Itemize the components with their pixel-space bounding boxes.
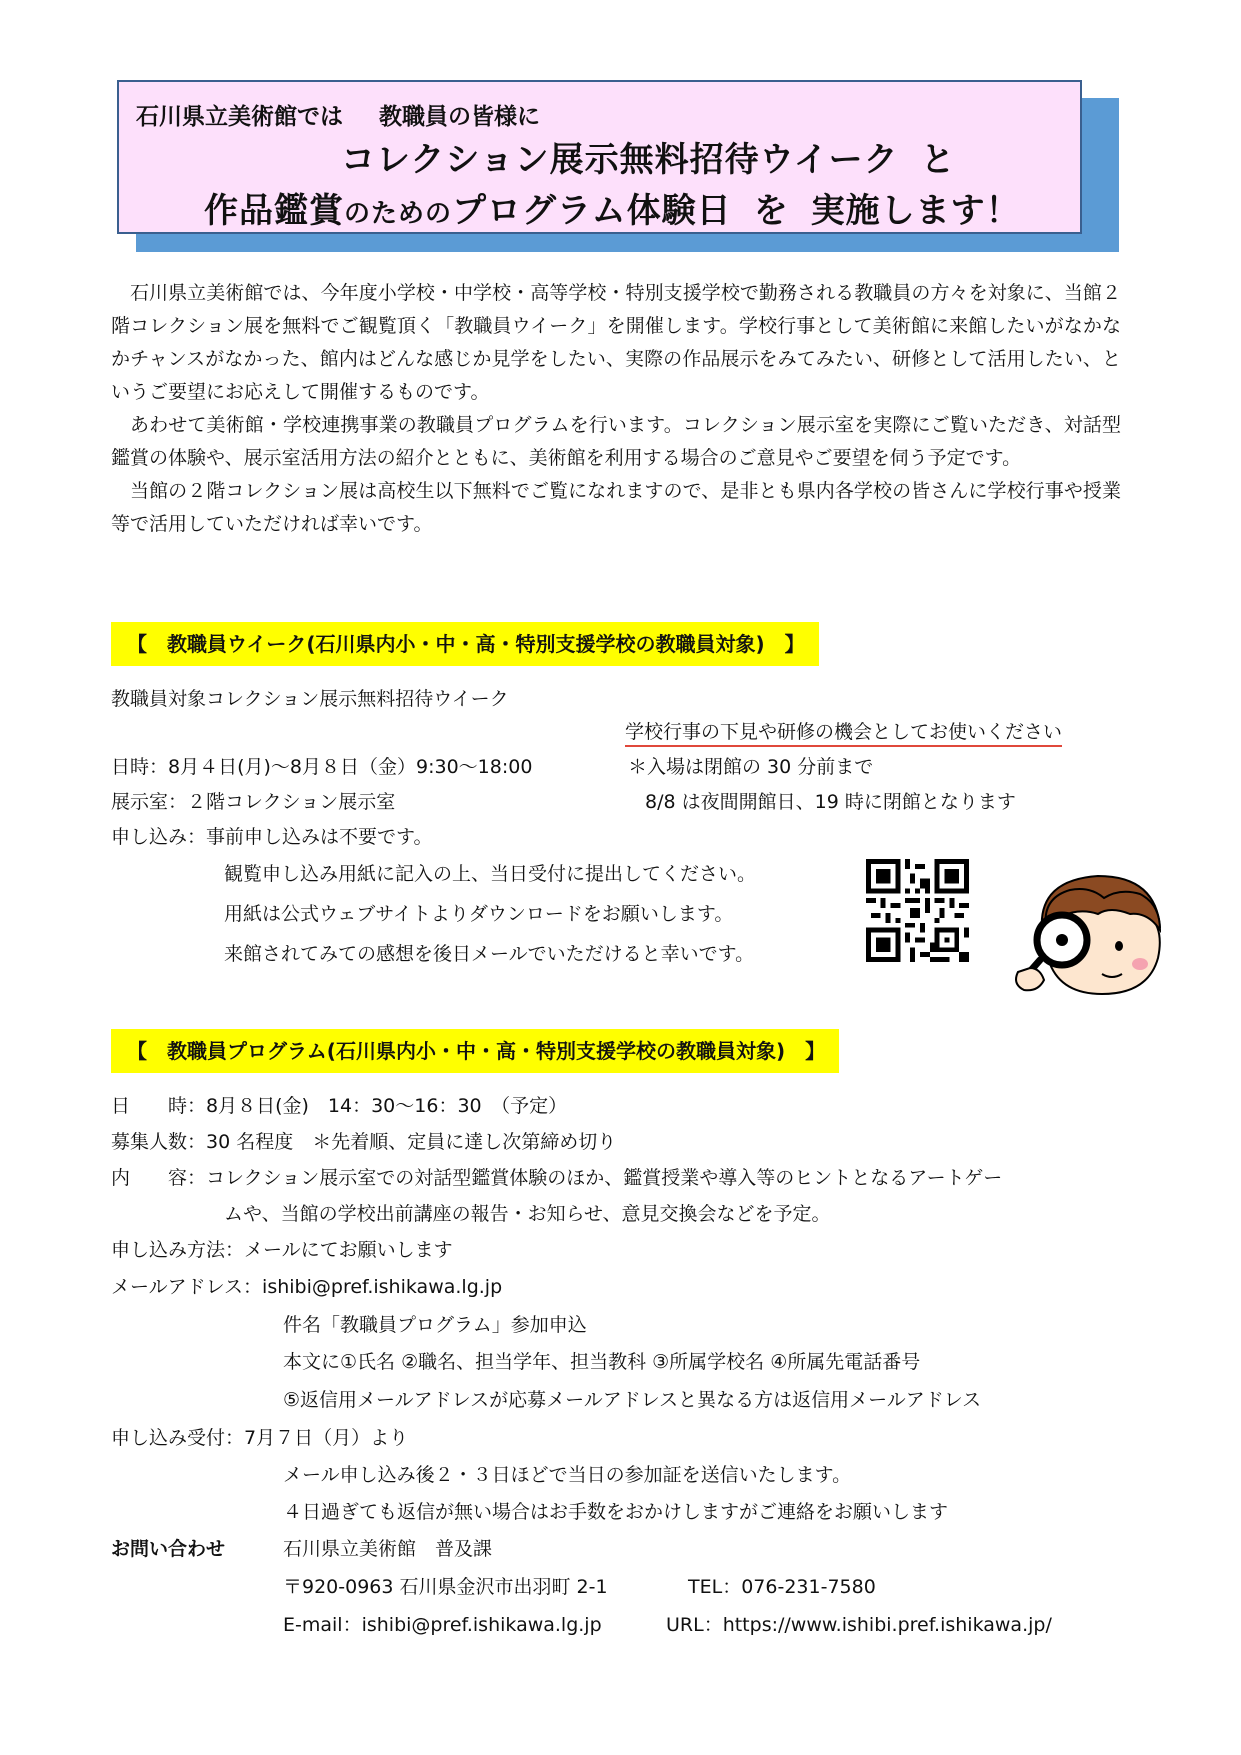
program-heading: 【 教職員プログラム(石川県内小・中・高・特別支援学校の教職員対象) 】 (111, 1029, 839, 1073)
week-room-note: 8/8 は夜間開館日、19 時に閉館となります (645, 791, 1016, 813)
magnifying-glass-character-icon (1010, 868, 1168, 1002)
contact-org: 石川県立美術館 普及課 (283, 1538, 493, 1560)
program-content: 内 容：コレクション展示室での対話型鑑賞体験のほか、鑑賞授業や導入等のヒントとなるアートゲー (111, 1167, 1003, 1189)
program-date: 日 時：8月８日(金) 14：30～16：30 （予定） (111, 1095, 568, 1117)
program-reception: 申し込み受付：7月７日（月）より (111, 1427, 409, 1449)
week-date-note: ＊入場は閉館の 30 分前まで (628, 756, 874, 778)
week-apply: 申し込み：事前申し込みは不要です。 (111, 826, 433, 848)
week-note-text: 学校行事の下見や研修の機会としてお使いください (625, 721, 1062, 747)
week-note (625, 717, 1062, 744)
contact-address: 〒920-0963 石川県金沢市出羽町 2-1 (283, 1576, 608, 1598)
qr-code-icon[interactable] (866, 859, 969, 962)
banner-text: と (920, 140, 956, 180)
banner-text: を (753, 191, 789, 231)
contact-email[interactable]: E-mail：ishibi@pref.ishikawa.lg.jp (283, 1614, 602, 1636)
contact-tel: TEL：076-231-7580 (688, 1576, 876, 1598)
week-heading: 【 教職員ウイーク(石川県内小・中・高・特別支援学校の教職員対象) 】 (111, 622, 819, 666)
banner-text: 実施します！ (810, 191, 1021, 231)
contact-label: お問い合わせ (111, 1538, 226, 1560)
week-apply-2: 観覧申し込み用紙に記入の上、当日受付に提出してください。 (224, 863, 757, 885)
banner-text: のための (344, 199, 453, 229)
program-capacity: 募集人数：30 名程度 ＊先着順、定員に達し次第締め切り (111, 1131, 617, 1153)
banner-text: 教職員の皆様に (379, 104, 540, 130)
program-subject: 件名「教職員プログラム」参加申込 (283, 1314, 587, 1336)
program-reception-3: ４日過ぎても返信が無い場合はお手数をおかけしますがご連絡をお願いします (283, 1501, 949, 1523)
week-room: 展示室：２階コレクション展示室 (111, 791, 396, 813)
intro-paragraph: 当館の２階コレクション展は高校生以下無料でご覧になれますので、是非とも県内各学校の皆さんに学校行事や授業等で活用していただければ幸いです。 (111, 480, 1121, 535)
program-content-2: ムや、当館の学校出前講座の報告・お知らせ、意見交換会などを予定。 (224, 1203, 831, 1225)
program-method: 申し込み方法：メールにてお願いします (111, 1239, 453, 1261)
banner-line-2 (341, 132, 956, 181)
banner-text: コレクション展示無料招待ウイーク (341, 140, 899, 180)
week-apply-4: 来館されてみての感想を後日メールでいただけると幸いです。 (224, 943, 755, 965)
program-reception-2: メール申し込み後２・３日ほどで当日の参加証を送信いたします。 (283, 1464, 852, 1486)
intro-paragraph: あわせて美術館・学校連携事業の教職員プログラムを行います。コレクション展示室を実際にご覧いただき、対話型鑑賞の体験や、展示室活用方法の紹介とともに、美術館を利用する場合のご意見やご要望を伺う予定です。 (111, 414, 1121, 469)
week-subtitle: 教職員対象コレクション展示無料招待ウイーク (111, 688, 509, 710)
header-banner (117, 80, 1082, 234)
week-date: 日時：8月４日(月)～8月８日（金）9:30～18:00 (111, 756, 533, 778)
banner-line-3 (204, 183, 1021, 232)
intro-paragraph: 石川県立美術館では、今年度小学校・中学校・高等学校・特別支援学校で勤務される教職員の方々を対象に、当館２階コレクション展を無料でご観覧頂く「教職員ウイーク」を開催します。学校行事として美術館に来館したいがなかなかチャンスがなかった、館内はどんな感じか見学をしたい、実際の作品展示をみてみたい、研修として活用したい、というご要望にお応えして開催するものです。 (111, 282, 1121, 403)
banner-text: 石川県立美術館では (136, 104, 343, 130)
banner-text: プログラム体験日 (452, 191, 732, 231)
banner-text: 作品鑑賞 (204, 191, 344, 231)
program-body-2: ⑤返信用メールアドレスが応募メールアドレスと異なる方は返信用メールアドレス (283, 1389, 982, 1411)
contact-url[interactable]: URL：https://www.ishibi.pref.ishikawa.jp/ (666, 1614, 1052, 1636)
intro-text (111, 277, 1121, 541)
program-body: 本文に①氏名 ②職名、担当学年、担当教科 ③所属学校名 ④所属先電話番号 (283, 1351, 921, 1373)
banner-line-1 (136, 98, 540, 131)
week-apply-3: 用紙は公式ウェブサイトよりダウンロードをお願いします。 (224, 903, 734, 925)
program-email: メールアドレス：ishibi@pref.ishikawa.lg.jp (111, 1276, 503, 1298)
